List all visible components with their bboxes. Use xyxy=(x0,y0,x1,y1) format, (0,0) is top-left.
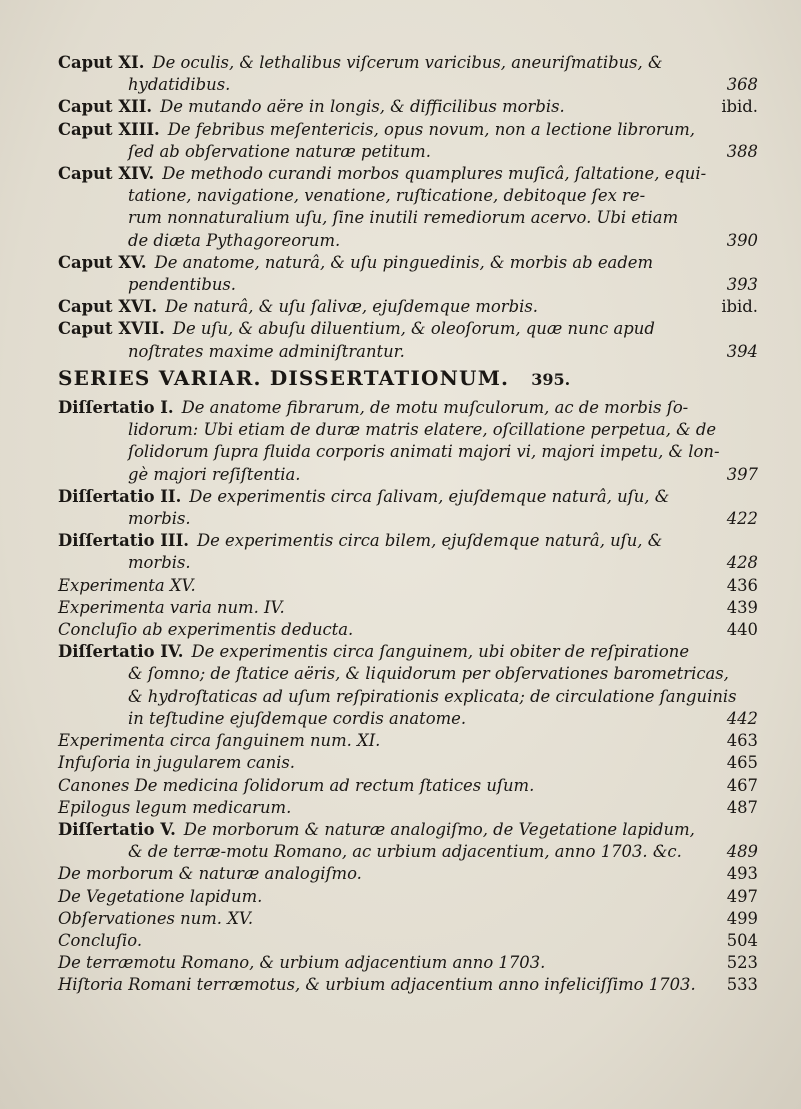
entry-continuation-line xyxy=(58,663,758,685)
entry-title-cont: lidorum: Ubi etiam de duræ matris elatere, oſcillatione perpetua, & de xyxy=(128,420,717,440)
entry-first-line xyxy=(58,641,758,663)
page-number: 436 xyxy=(726,575,758,595)
entry-title: De morborum & naturæ analogiſmo, de Vegetatione lapidum, xyxy=(183,819,695,839)
series-title: SERIES VARIAR. DISSERTATIONUM. xyxy=(58,365,510,390)
entry-title: Canones De medicina ſolidorum ad rectum ſtatices uſum. xyxy=(58,775,535,795)
entry-continuation-line xyxy=(58,841,758,863)
chapter-entry xyxy=(58,163,758,252)
chapter-entry xyxy=(58,96,758,118)
page-number: 393 xyxy=(726,275,758,295)
page-number: 368 xyxy=(726,75,758,95)
entry-continuation-line xyxy=(58,274,758,296)
table-of-contents xyxy=(58,52,758,997)
dissertation-entry xyxy=(58,797,758,819)
entry-title: Concluſio ab experimentis deducta. xyxy=(58,620,354,640)
page-number: 442 xyxy=(726,708,758,728)
entry-label: Caput XI. xyxy=(58,53,145,72)
entry-continuation-line xyxy=(58,686,758,708)
entry-first-line xyxy=(58,952,758,974)
entry-title: De febribus meſentericis, opus novum, non a lectione librorum, xyxy=(167,119,696,139)
chapter-entry xyxy=(58,119,758,163)
entry-title: De experimentis circa ſalivam, ejuſdemque naturâ, uſu, & xyxy=(189,486,670,506)
entry-title: De uſu, & abuſu diluentium, & oleoſorum, quæ nunc apud xyxy=(172,319,655,339)
entry-label: Caput XVI. xyxy=(58,297,158,317)
page-number: 388 xyxy=(726,141,758,161)
dissertation-entry xyxy=(58,530,758,574)
page-number: ibid. xyxy=(721,297,758,317)
entry-title: Experimenta XV. xyxy=(58,575,196,595)
entry-title: Concluſio. xyxy=(58,930,143,950)
entry-title-cont: in teſtudine ejuſdemque cordis anatome. xyxy=(128,708,467,728)
entry-first-line xyxy=(58,797,758,819)
entry-first-line xyxy=(58,908,758,930)
entry-label: Diſſertatio IV. xyxy=(58,642,184,662)
entry-title: De morborum & naturæ analogiſmo. xyxy=(58,864,362,884)
entry-first-line xyxy=(58,775,758,797)
chapter-entry xyxy=(58,52,758,96)
entry-title: De mutando aëre in longis, & difficilibus morbis. xyxy=(160,97,565,117)
entry-first-line xyxy=(58,575,758,597)
entry-title-cont: gè majori reſiſtentia. xyxy=(128,464,301,484)
page-number: 422 xyxy=(726,509,758,529)
entry-continuation-line xyxy=(58,441,758,463)
entry-first-line xyxy=(58,619,758,641)
page-number: 493 xyxy=(726,864,758,884)
dissertation-entry xyxy=(58,397,758,486)
dissertation-entry xyxy=(58,597,758,619)
chapter-entry xyxy=(58,318,758,362)
entry-first-line xyxy=(58,819,758,841)
chapter-entry xyxy=(58,296,758,318)
entry-title-cont: pendentibus. xyxy=(128,275,236,295)
entry-title: Epilogus legum medicarum. xyxy=(58,797,292,817)
entry-continuation-line xyxy=(58,74,758,96)
dissertation-entry xyxy=(58,619,758,641)
entry-label: Caput XIII. xyxy=(58,119,160,139)
entry-title-cont: morbis. xyxy=(128,553,191,573)
entry-label: Diſſertatio III. xyxy=(58,531,189,551)
entry-title: Experimenta circa ſanguinem num. XI. xyxy=(58,731,381,751)
page-number: 390 xyxy=(726,230,758,250)
series-page: 395. xyxy=(531,369,571,389)
entry-title-cont: & hydroſtaticas ad uſum reſpirationis explicata; de circulatione ſanguinis xyxy=(128,686,737,706)
dissertation-entry xyxy=(58,930,758,952)
entry-first-line xyxy=(58,252,758,274)
entry-title-cont: ſolidorum ſupra fluida corporis animati majori vi, majori impetu, & lon- xyxy=(128,442,720,462)
entry-title: De naturâ, & uſu ſalivæ, ejuſdemque morbis. xyxy=(165,297,538,317)
entry-continuation-line xyxy=(58,207,758,229)
entry-title: De methodo curandi morbos quamplures muſicâ, ſaltatione, equi- xyxy=(162,164,707,184)
entry-label: Caput XV. xyxy=(58,252,147,272)
entry-first-line xyxy=(58,486,758,508)
page-number: 439 xyxy=(726,597,758,617)
entry-label: Diſſertatio II. xyxy=(58,486,182,506)
entry-first-line xyxy=(58,397,758,419)
entry-label: Diſſertatio V. xyxy=(58,819,176,839)
entry-continuation-line xyxy=(58,141,758,163)
entry-first-line xyxy=(58,163,758,185)
entry-first-line xyxy=(58,886,758,908)
entry-first-line xyxy=(58,730,758,752)
entry-first-line xyxy=(58,96,758,118)
dissertation-entry xyxy=(58,863,758,885)
dissertation-entry xyxy=(58,974,758,996)
entry-title-cont: & ſomno; de ſtatice aëris, & liquidorum per obſervationes barometricas, xyxy=(128,664,729,684)
dissertation-entry xyxy=(58,730,758,752)
dissertation-entry xyxy=(58,575,758,597)
entry-first-line xyxy=(58,530,758,552)
dissertation-entry xyxy=(58,886,758,908)
page-number: 463 xyxy=(726,731,758,751)
page-number: 428 xyxy=(726,553,758,573)
entry-continuation-line xyxy=(58,708,758,730)
entry-title: De oculis, & lethalibus viſcerum varicibus, aneuriſmatibus, & xyxy=(152,53,663,72)
entry-title-cont: & de terræ-motu Romano, ac urbium adjacentium, anno 1703. &c. xyxy=(128,842,682,862)
entry-continuation-line xyxy=(58,185,758,207)
page-number: ibid. xyxy=(721,97,758,117)
entry-title-cont: morbis. xyxy=(128,509,191,529)
entry-continuation-line xyxy=(58,419,758,441)
page-number: 487 xyxy=(726,797,758,817)
page-number: 533 xyxy=(726,975,758,995)
entry-title: Experimenta varia num. IV. xyxy=(58,597,285,617)
entry-first-line xyxy=(58,974,758,996)
entry-continuation-line xyxy=(58,230,758,252)
entry-title-cont: noſtrates maxime adminiſtrantur. xyxy=(128,341,405,361)
entry-title: De experimentis circa bilem, ejuſdemque naturâ, uſu, & xyxy=(196,531,663,551)
entry-first-line xyxy=(58,863,758,885)
series-heading xyxy=(58,367,758,391)
entry-title: Hiſtoria Romani terræmotus, & urbium adjacentium anno infeliciſſimo 1703. xyxy=(58,975,696,995)
entry-label: Diſſertatio I. xyxy=(58,398,174,418)
page-number: 489 xyxy=(726,842,758,862)
entry-title: De experimentis circa ſanguinem, ubi obiter de reſpiratione xyxy=(191,642,690,662)
entry-label: Caput XII. xyxy=(58,97,153,117)
page-number: 394 xyxy=(726,341,758,361)
entry-first-line xyxy=(58,597,758,619)
entry-first-line xyxy=(58,930,758,952)
page-number: 467 xyxy=(726,775,758,795)
entry-continuation-line xyxy=(58,508,758,530)
page-number: 504 xyxy=(726,930,758,950)
entry-first-line xyxy=(58,119,758,141)
dissertation-entry xyxy=(58,752,758,774)
page-number: 523 xyxy=(726,953,758,973)
entry-title-cont: tatione, navigatione, venatione, ruſticatione, debitoque ſex re- xyxy=(128,186,646,206)
entry-title: Obſervationes num. XV. xyxy=(58,908,254,928)
entry-first-line xyxy=(58,318,758,340)
entry-continuation-line xyxy=(58,552,758,574)
entry-first-line xyxy=(58,296,758,318)
entry-title: De anatome fibrarum, de motu muſculorum, ac de morbis ſo- xyxy=(181,398,689,418)
entry-continuation-line xyxy=(58,341,758,363)
dissertation-entry xyxy=(58,641,758,730)
entry-label: Caput XIV. xyxy=(58,164,155,184)
entry-title: De terræmotu Romano, & urbium adjacentium anno 1703. xyxy=(58,953,546,973)
dissertation-entry xyxy=(58,486,758,530)
entry-title: De Vegetatione lapidum. xyxy=(58,886,263,906)
dissertation-entry xyxy=(58,908,758,930)
entry-continuation-line xyxy=(58,464,758,486)
entry-first-line xyxy=(58,752,758,774)
entry-label: Caput XVII. xyxy=(58,319,165,339)
chapter-entry xyxy=(58,252,758,296)
page-number: 497 xyxy=(726,886,758,906)
entry-title-cont: de diæta Pythagoreorum. xyxy=(128,230,341,250)
page-number: 397 xyxy=(726,464,758,484)
entry-title-cont: rum nonnaturalium uſu, ſine inutili remediorum acervo. Ubi etiam xyxy=(128,208,679,228)
entry-title-cont: ſed ab obſervatione naturæ petitum. xyxy=(128,141,431,161)
entry-title-cont: hydatidibus. xyxy=(128,75,231,95)
page-number: 440 xyxy=(726,620,758,640)
entry-title: De anatome, naturâ, & uſu pinguedinis, & morbis ab eadem xyxy=(154,252,654,272)
page-number: 499 xyxy=(726,908,758,928)
entry-first-line xyxy=(58,52,758,74)
dissertation-entry xyxy=(58,952,758,974)
dissertation-entry xyxy=(58,775,758,797)
page-number: 465 xyxy=(726,753,758,773)
dissertation-entry xyxy=(58,819,758,863)
entry-title: Infuſoria in jugularem canis. xyxy=(58,753,296,773)
